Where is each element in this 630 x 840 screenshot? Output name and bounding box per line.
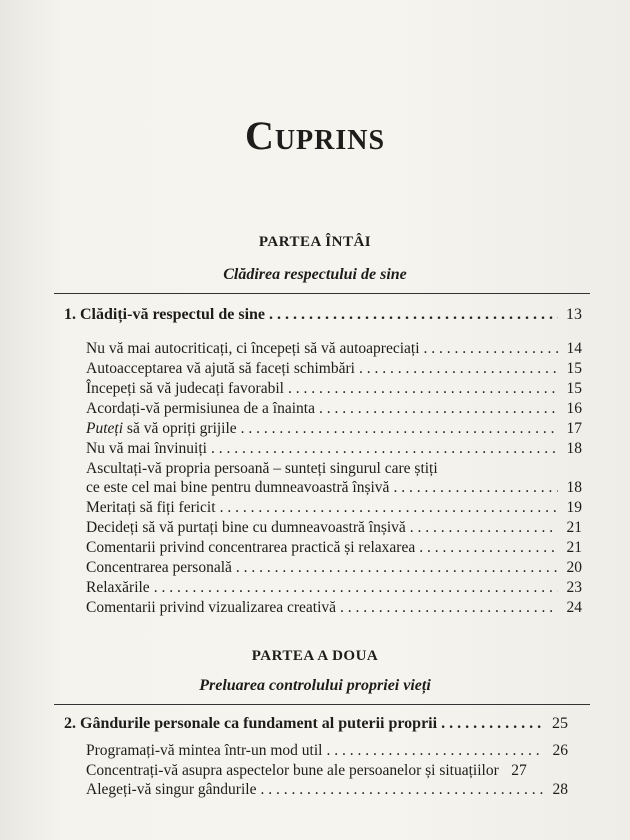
toc-entry-label-italic: Puteți: [86, 420, 124, 437]
toc-leader-dots: [393, 479, 558, 497]
toc-entry-label: Începeți să vă judecați favorabil: [86, 380, 284, 397]
part-two-subtitle: Preluarea controlului propriei vieți: [199, 677, 431, 694]
toc-entry-label: Nu vă mai învinuiți: [86, 440, 207, 457]
toc-leader-dots: [359, 360, 558, 378]
toc-entry-label: Concentrați-vă asupra aspectelor bune ale persoanelor și situațiilor: [86, 762, 499, 779]
toc-entry-label: Programați-vă mintea într-un mod util: [86, 742, 323, 759]
toc-entry: [86, 519, 582, 537]
toc-entry-label: [86, 420, 237, 438]
toc-entry-label: Decideți să vă purtați bine cu dumneavoastră înșivă: [86, 519, 406, 536]
toc-entry: [86, 479, 582, 497]
toc-chapter-label: 2. Gândurile personale ca fundament al puterii proprii: [64, 715, 438, 732]
toc-page-number: 17: [566, 420, 582, 437]
toc-entry: [86, 559, 582, 577]
toc-entry: [86, 340, 582, 358]
toc-entry: [86, 380, 582, 398]
part-one-subtitle: Clădirea respectului de sine: [223, 266, 407, 283]
toc-entry-label-rest: să vă opriți grijile: [123, 420, 237, 437]
toc-page-number: 19: [566, 499, 582, 516]
toc-leader-dots: [424, 340, 558, 358]
toc-entry: [86, 579, 582, 597]
toc-page-number: 18: [566, 440, 582, 457]
toc-leader-dots: [154, 579, 558, 597]
toc-entry: [86, 420, 582, 438]
part-one-heading: PARTEA ÎNTÂI: [258, 234, 372, 250]
toc-leader-dots: [441, 715, 544, 733]
toc-page-number: 26: [552, 742, 568, 759]
toc-leader-dots: [419, 539, 558, 557]
toc-chapter-1: [64, 306, 582, 324]
toc-page-number: 23: [566, 579, 582, 596]
page-title: Cuprins: [244, 113, 386, 158]
toc-entry-label: Concentrarea personală: [86, 559, 232, 576]
toc-page-number: 21: [566, 539, 582, 556]
toc-entry-label: Alegeți-vă singur gândurile: [86, 781, 257, 798]
toc-page-number: 14: [566, 340, 582, 357]
toc-page-number: 15: [566, 380, 582, 397]
toc-leader-dots: [326, 742, 544, 760]
toc-entry: [86, 360, 582, 378]
toc-entry-label: Nu vă mai autocriticați, ci începeți să vă autoapreciați: [86, 340, 420, 357]
toc-page-number: 16: [566, 400, 582, 417]
toc-leader-dots: [319, 400, 558, 418]
toc-entry-label: Autoacceptarea vă ajută să faceți schimbări: [86, 360, 355, 377]
toc-leader-dots: [340, 599, 558, 617]
toc-entry: [86, 742, 568, 760]
toc-entry-label: Acordați-vă permisiunea de a înainta: [86, 400, 315, 417]
toc-page-number: 28: [552, 781, 568, 798]
toc-chapter-2: [64, 715, 568, 733]
toc-leader-dots: [410, 519, 558, 537]
toc-entry-label: Relaxările: [86, 579, 150, 596]
toc-page-number: 25: [552, 715, 568, 732]
toc-page-number: 15: [566, 360, 582, 377]
toc-entry: [86, 499, 582, 517]
toc-leader-dots: [241, 420, 558, 438]
toc-entry-line1: Ascultați-vă propria persoană – sunteți singurul care știți: [86, 460, 438, 477]
part-one-rule: [54, 293, 590, 294]
toc-page-number: 13: [566, 306, 582, 323]
part-two-rule: [54, 704, 590, 705]
toc-leader-dots: [269, 306, 558, 324]
toc-page-number: 18: [566, 479, 582, 496]
toc-leader-dots: [211, 440, 558, 458]
toc-leader-dots: [260, 781, 544, 799]
part-two-heading: PARTEA A DOUA: [251, 648, 379, 664]
toc-page-number: 20: [566, 559, 582, 576]
toc-leader-dots: [236, 559, 558, 577]
toc-entry-label: Meritați să fiți fericit: [86, 499, 216, 516]
toc-entry: [86, 400, 582, 418]
toc-chapter-label: 1. Clădiți-vă respectul de sine: [64, 306, 266, 323]
toc-entry-label: Comentarii privind vizualizarea creativă: [86, 599, 337, 616]
toc-leader-dots: [220, 499, 558, 517]
toc-page-number: 24: [566, 599, 582, 616]
toc-leader-dots: [288, 380, 558, 398]
toc-entry-label: Comentarii privind concentrarea practică și relaxarea: [86, 539, 416, 556]
toc-entry: [86, 762, 568, 780]
toc-entry: [86, 781, 568, 799]
toc-entry: [86, 599, 582, 617]
toc-entry: [86, 539, 582, 557]
toc-page-number: 27: [511, 762, 527, 779]
toc-entry-label: ce este cel mai bine pentru dumneavoastră înșivă: [86, 479, 390, 496]
toc-entry: [86, 440, 582, 458]
toc-page-number: 21: [566, 519, 582, 536]
